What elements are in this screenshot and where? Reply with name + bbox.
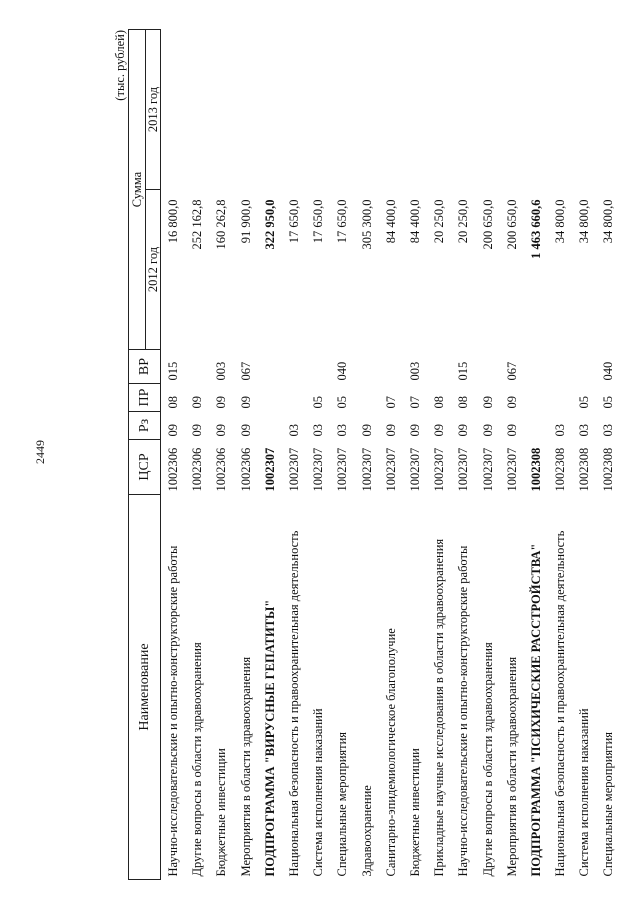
table-header	[129, 30, 161, 880]
row-name: Система исполнения наказаний	[311, 708, 326, 877]
unit-label: (тыс. рублей)	[113, 30, 127, 101]
row-pr	[355, 384, 379, 412]
row-csr: 1002307	[432, 447, 447, 492]
row-name: Национальная безопасность и правоохранительная деятельность	[553, 530, 568, 877]
row-sum-2013	[258, 30, 282, 190]
row-vr	[282, 350, 306, 384]
row-rz: 03	[553, 424, 568, 437]
row-vr: 040	[335, 361, 350, 381]
row-csr: 1002307	[311, 447, 326, 492]
table-row	[306, 30, 330, 880]
row-sum-2012: 1 463 660,6	[528, 199, 543, 259]
row-pr	[524, 384, 548, 412]
row-name: Бюджетные инвестиции	[407, 748, 422, 877]
row-pr: 05	[335, 396, 350, 409]
row-sum-2013	[403, 30, 427, 190]
row-sum-2012: 200 650,0	[480, 199, 495, 250]
row-csr: 1002307	[504, 447, 519, 492]
table-row	[475, 30, 499, 880]
row-sum-2013	[282, 30, 306, 190]
row-vr: 003	[214, 361, 229, 381]
row-pr: 07	[383, 396, 398, 409]
row-name: Мероприятия в области здравоохранения	[238, 656, 253, 877]
row-csr: 1002308	[577, 447, 592, 492]
row-csr: 1002307	[287, 447, 302, 492]
row-pr: 05	[577, 396, 592, 409]
table-row	[403, 30, 427, 880]
budget-table	[128, 29, 621, 880]
row-name: Мероприятия в области здравоохранения	[504, 656, 519, 877]
row-vr: 015	[456, 361, 471, 381]
row-pr: 09	[190, 396, 205, 409]
row-vr: 003	[407, 361, 422, 381]
header-csr: ЦСР	[129, 440, 161, 495]
row-sum-2013	[500, 30, 524, 190]
row-rz: 09	[214, 424, 229, 437]
row-sum-2013	[209, 30, 233, 190]
row-sum-2013	[330, 30, 354, 190]
row-rz	[524, 412, 548, 440]
header-sum: Сумма	[129, 30, 146, 350]
row-sum-2012: 34 800,0	[553, 199, 568, 244]
row-rz: 03	[335, 424, 350, 437]
row-csr: 1002307	[383, 447, 398, 492]
row-pr: 09	[480, 396, 495, 409]
row-csr: 1002306	[190, 447, 205, 492]
row-vr: 067	[238, 361, 253, 381]
row-rz: 03	[311, 424, 326, 437]
row-rz: 03	[577, 424, 592, 437]
row-name: Здравоохранение	[359, 785, 374, 877]
row-sum-2012: 84 400,0	[407, 199, 422, 244]
row-name: Научно-исследовательские и опытно-конструкторские работы	[166, 545, 181, 877]
row-vr	[258, 350, 282, 384]
row-pr: 05	[311, 396, 326, 409]
row-csr: 1002307	[335, 447, 350, 492]
row-sum-2013	[572, 30, 596, 190]
row-csr: 1002308	[528, 447, 543, 492]
row-sum-2012: 17 650,0	[311, 199, 326, 244]
row-name: Другие вопросы в области здравоохранения	[190, 642, 205, 877]
row-sum-2012: 305 300,0	[359, 199, 374, 250]
table-row	[427, 30, 451, 880]
table-row	[258, 30, 282, 880]
row-vr	[355, 350, 379, 384]
row-csr: 1002306	[166, 447, 181, 492]
row-pr: 09	[504, 396, 519, 409]
row-sum-2013	[161, 30, 186, 190]
row-sum-2012: 84 400,0	[383, 199, 398, 244]
row-csr: 1002307	[480, 447, 495, 492]
table-row	[209, 30, 233, 880]
table-row	[379, 30, 403, 880]
row-rz: 09	[238, 424, 253, 437]
header-pr: ПР	[129, 384, 161, 412]
header-rz: Рз	[129, 412, 161, 440]
row-vr	[379, 350, 403, 384]
row-name: Бюджетные инвестиции	[214, 748, 229, 877]
row-vr: 015	[166, 361, 181, 381]
row-pr	[282, 384, 306, 412]
table-body	[161, 30, 621, 880]
row-rz: 09	[504, 424, 519, 437]
row-rz: 09	[432, 424, 447, 437]
table-row	[548, 30, 572, 880]
row-sum-2013	[427, 30, 451, 190]
rotated-page-content	[110, 30, 616, 880]
row-rz: 09	[480, 424, 495, 437]
row-csr: 1002308	[601, 447, 616, 492]
row-rz: 09	[166, 424, 181, 437]
table-row	[596, 30, 620, 880]
table-row	[282, 30, 306, 880]
row-rz: 03	[601, 424, 616, 437]
row-vr	[572, 350, 596, 384]
row-sum-2013	[234, 30, 258, 190]
header-vr: ВР	[129, 350, 161, 384]
table-row	[234, 30, 258, 880]
row-sum-2012: 160 262,8	[214, 199, 229, 250]
table-row	[524, 30, 548, 880]
row-name: Прикладные научные исследования в области здравоохранения	[432, 538, 447, 877]
row-sum-2012: 20 250,0	[432, 199, 447, 244]
row-pr	[258, 384, 282, 412]
row-name: ПОДПРОГРАММА "ПСИХИЧЕСКИЕ РАССТРОЙСТВА"	[528, 543, 543, 877]
row-pr: 05	[601, 396, 616, 409]
row-sum-2012: 34 800,0	[577, 199, 592, 244]
row-name: Научно-исследовательские и опытно-конструкторские работы	[456, 545, 471, 877]
row-csr: 1002307	[407, 447, 422, 492]
row-rz: 09	[407, 424, 422, 437]
row-csr: 1002307	[359, 447, 374, 492]
row-pr: 08	[166, 396, 181, 409]
row-sum-2013	[596, 30, 620, 190]
row-pr	[548, 384, 572, 412]
row-vr	[475, 350, 499, 384]
row-sum-2013	[524, 30, 548, 190]
row-csr: 1002307	[456, 447, 471, 492]
row-pr: 08	[456, 396, 471, 409]
row-sum-2012: 252 162,8	[190, 199, 205, 250]
row-vr	[427, 350, 451, 384]
table-row	[500, 30, 524, 880]
row-rz: 09	[190, 424, 205, 437]
row-csr: 1002306	[238, 447, 253, 492]
row-csr: 1002306	[214, 447, 229, 492]
table-row	[330, 30, 354, 880]
row-rz	[258, 412, 282, 440]
table-row	[185, 30, 209, 880]
row-sum-2012: 20 250,0	[456, 199, 471, 244]
header-year-2012: 2012 год	[146, 190, 161, 350]
row-rz: 09	[359, 424, 374, 437]
row-name: ПОДПРОГРАММА "ВИРУСНЫЕ ГЕПАТИТЫ"	[262, 599, 277, 877]
row-vr: 067	[504, 361, 519, 381]
table-row	[572, 30, 596, 880]
row-name: Специальные мероприятия	[601, 731, 616, 877]
row-sum-2013	[451, 30, 475, 190]
row-name: Национальная безопасность и правоохранительная деятельность	[287, 530, 302, 877]
row-sum-2012: 200 650,0	[504, 199, 519, 250]
row-csr: 1002307	[262, 447, 277, 492]
page-number: 2449	[33, 440, 47, 464]
row-sum-2013	[355, 30, 379, 190]
row-sum-2013	[185, 30, 209, 190]
row-sum-2013	[379, 30, 403, 190]
row-sum-2012: 16 800,0	[166, 199, 181, 244]
row-vr	[306, 350, 330, 384]
header-name: Наименование	[129, 495, 161, 880]
row-sum-2012: 34 800,0	[601, 199, 616, 244]
row-name: Специальные мероприятия	[335, 731, 350, 877]
table-row	[355, 30, 379, 880]
row-sum-2012: 17 650,0	[335, 199, 350, 244]
row-sum-2012: 91 900,0	[238, 199, 253, 244]
row-rz: 03	[287, 424, 302, 437]
row-rz: 09	[383, 424, 398, 437]
row-pr: 08	[432, 396, 447, 409]
row-csr: 1002308	[553, 447, 568, 492]
row-pr: 09	[214, 396, 229, 409]
row-sum-2013	[306, 30, 330, 190]
row-sum-2012: 17 650,0	[287, 199, 302, 244]
row-sum-2012: 322 950,0	[262, 199, 277, 250]
row-sum-2013	[475, 30, 499, 190]
row-name: Система исполнения наказаний	[577, 708, 592, 877]
row-pr: 07	[407, 396, 422, 409]
row-vr: 040	[601, 361, 616, 381]
table-row	[161, 30, 186, 880]
row-vr	[524, 350, 548, 384]
header-year-2013: 2013 год	[146, 30, 161, 190]
row-sum-2013	[548, 30, 572, 190]
table-row	[451, 30, 475, 880]
row-pr: 09	[238, 396, 253, 409]
row-vr	[185, 350, 209, 384]
row-rz: 09	[456, 424, 471, 437]
row-name: Санитарно-эпидемиологическое благополучие	[383, 628, 398, 877]
row-name: Другие вопросы в области здравоохранения	[480, 642, 495, 877]
row-vr	[548, 350, 572, 384]
